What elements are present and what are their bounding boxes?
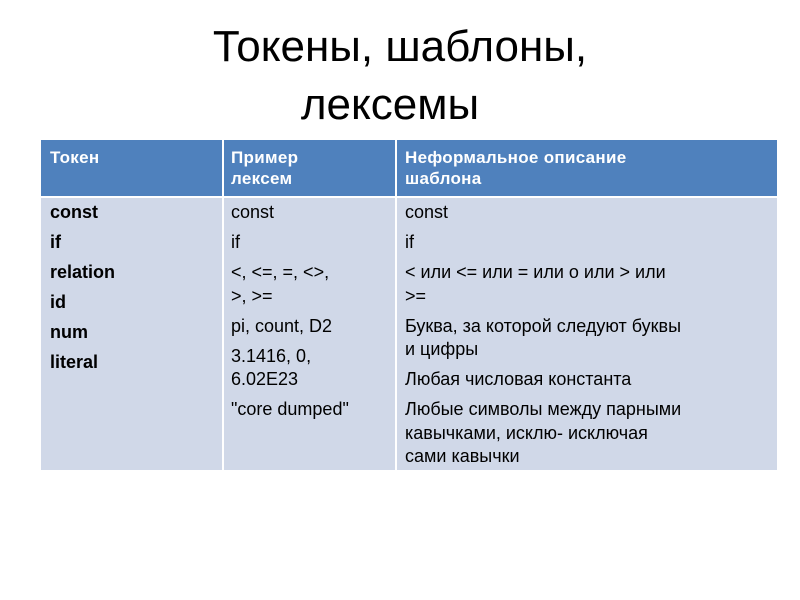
example-num-line-1: 3.1416, 0,: [231, 345, 312, 366]
token-num: num: [50, 322, 88, 342]
column-divider-1: [222, 140, 224, 470]
header-description-line-2: шаблона: [405, 169, 482, 188]
example-column: [231, 201, 396, 428]
example-num-line-2: 6.02E23: [231, 369, 299, 389]
description-const: const: [405, 202, 449, 222]
title-line-1: Токены, шаблоны,: [212, 22, 588, 71]
example-id: pi, count, D2: [231, 315, 333, 336]
token-table: [40, 139, 778, 471]
token-const: const: [50, 202, 99, 222]
title-line-2: лексемы: [300, 80, 480, 129]
token-relation: relation: [50, 262, 116, 282]
example-relation-line-1: <, <=, =, <>,: [231, 262, 330, 282]
description-column: [405, 201, 773, 475]
header-token: [50, 147, 220, 168]
description-relation-line-1: < или <= или = или о или > или: [405, 262, 666, 282]
header-description-line-1: Неформальное описание: [405, 148, 627, 167]
header-description: [405, 147, 773, 189]
description-id-line-2: и цифры: [405, 339, 479, 359]
description-literal-line-1: Любые символы между парными: [405, 399, 682, 419]
description-relation-line-2: >=: [405, 285, 427, 306]
slide-title: [0, 18, 800, 134]
description-id-line-1: Буква, за которой следуют буквы: [405, 315, 682, 336]
header-example-line-2: лексем: [231, 169, 293, 188]
token-literal: literal: [50, 352, 99, 372]
example-if: if: [231, 232, 240, 252]
description-literal-line-3: сами кавычки: [405, 446, 520, 466]
example-const: const: [231, 202, 275, 222]
token-column: [50, 197, 220, 377]
token-if: if: [50, 232, 61, 252]
example-literal: "core dumped": [231, 399, 349, 419]
description-num: Любая числовая константа: [405, 369, 632, 389]
header-example: [231, 147, 396, 189]
description-if: if: [405, 232, 414, 252]
token-id: id: [50, 292, 66, 312]
description-literal-line-2: кавычками, исклю- исключая: [405, 422, 648, 443]
header-example-line-1: Пример: [231, 148, 299, 167]
header-token-label: Токен: [50, 148, 100, 167]
example-relation-line-2: >, >=: [231, 285, 273, 306]
